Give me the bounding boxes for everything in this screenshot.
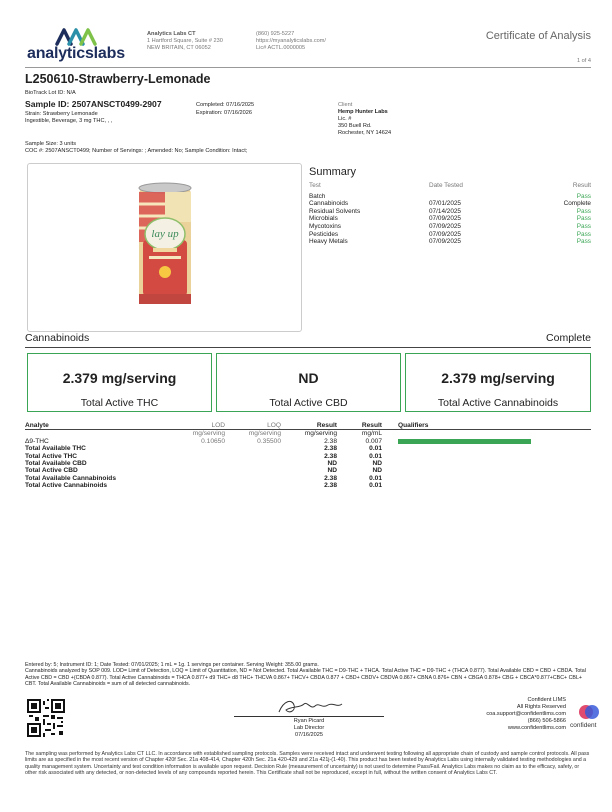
analyte-lod: 0.10650 [201,437,225,445]
confident-email[interactable]: coa.support@confidentlims.com [486,711,566,717]
summary-test: Batch [309,192,326,200]
sample-id: Sample ID: 2507ANSCT0499-2907 [25,99,162,109]
summary-result: Pass [576,222,591,230]
lab-logo [27,26,137,62]
col-result-ml: Result [361,422,382,429]
confident-logo [570,703,610,733]
total-active-cbd-label: Total Active CBD [269,397,348,409]
summary-title: Summary [309,166,357,178]
summary-date: 07/14/2025 [429,207,461,215]
analyte-loq [225,482,281,489]
summary-test: Mycotoxins [309,222,341,230]
analyte-name: Total Active Cannabinoids [25,482,108,490]
total-active-thc-label: Total Active THC [80,397,159,409]
unit-loq: mg/serving [248,430,281,438]
analyte-loq [225,453,281,460]
analyte-name: Total Available Cannabinoids [25,474,116,482]
analyte-result: 2.38 [324,452,337,460]
summary-row [309,231,591,239]
coc-info: COC #: 2507ANSCT0499; Number of Servings: ; Amended: No; Sample Condition: Intact; [25,148,248,154]
analyte-result-ml: 0.01 [369,474,382,482]
client-label: Client [338,102,353,108]
confident-line-1: Confident LIMS [527,697,566,703]
analyte-lod [180,460,225,467]
total-active-cbd-value: ND [298,370,319,386]
product-image [27,163,302,332]
analyte-lod [180,475,225,482]
analyte-row [25,453,591,460]
client-address-2: Rochester, NY 14624 [338,130,392,136]
summary-result: Pass [576,192,591,200]
summary-result: Pass [576,238,591,246]
summary-test: Residual Solvents [309,207,361,215]
summary-col-result: Result [572,182,591,189]
summary-date: 07/09/2025 [429,215,461,223]
summary-row [309,208,591,216]
signer-info [234,718,384,739]
confident-logo-icon [577,703,601,721]
signer-date: 07/16/2025 [295,732,323,738]
analyte-result: 2.38 [324,445,337,453]
summary-result: Pass [576,230,591,238]
summary-row [309,223,591,231]
lab-contact [256,31,366,52]
analyte-loq [225,445,281,452]
analyte-name: Δ9-THC [25,437,49,445]
signature-line [234,716,384,717]
analyte-name: Total Available CBD [25,460,87,468]
cannabinoids-status: Complete [546,332,591,344]
completed-date: Completed: 07/16/2025 [196,102,255,108]
summary-result: Pass [576,215,591,223]
confident-website[interactable]: www.confidentlims.com [507,725,566,731]
unit-result: mg/serving [304,430,337,438]
analyte-result-ml: 0.01 [369,452,382,460]
header-divider [25,67,591,68]
unit-lod: mg/serving [192,430,225,438]
summary-row [309,193,591,201]
page-number: 1 of 4 [577,58,591,64]
analyte-result-ml: 0.01 [369,445,382,453]
analyte-result-ml: 0.007 [365,437,382,445]
analyte-lod [180,445,225,452]
cannabinoids-divider [25,347,591,348]
lab-license: Lic# ACTL.0000005 [256,45,306,51]
analyte-bar-track [398,439,538,444]
client-address-1: 350 Buell Rd. [338,123,372,129]
summary-header-row [309,182,591,190]
client-license: Lic. # [338,116,352,122]
sample-size: Sample Size: 3 units [25,141,76,147]
summary-test: Pesticides [309,230,339,238]
analyte-lod [180,482,225,489]
total-active-thc-value: 2.379 mg/serving [62,370,177,386]
analyte-loq [225,460,281,467]
summary-date: 07/09/2025 [429,238,461,246]
analyte-row [25,482,591,489]
lab-address-2: NEW BRITAIN, CT 06052 [147,45,211,51]
notes-line-1: Entered by: 5; Instrument ID: 1; Date Tested: 07/01/2025; 1 mL = 1g. 1 servings per container. Serving Weight: 355.00 grams. [25,662,319,668]
summary-row [309,215,591,223]
analyte-lod [180,467,225,474]
analyte-result-ml: ND [372,460,382,468]
summary-test: Heavy Metals [309,238,348,246]
lab-website[interactable]: https://myanalyticslabs.com/ [256,38,326,44]
lab-phone: (860) 925-5227 [256,31,295,37]
analyte-name: Total Active THC [25,452,78,460]
signature-graphic [234,696,384,718]
total-active-cannabinoids-label: Total Active Cannabinoids [437,397,559,409]
summary-date: 07/09/2025 [429,222,461,230]
confident-line-2: All Rights Reserved [516,704,566,710]
total-active-cannabinoids-box [405,353,591,412]
analyte-row [25,445,591,452]
summary-result: Pass [576,207,591,215]
client-name: Hemp Hunter Labs [338,109,388,115]
lab-info [147,31,257,52]
analyte-result-ml: ND [372,467,382,475]
analyte-result: 2.38 [324,474,337,482]
confident-phone: (866) 506-5866 [527,718,566,724]
cannabinoids-title: Cannabinoids [25,332,90,344]
beverage-can-icon [135,182,195,308]
summary-date: 07/01/2025 [429,200,461,208]
summary-test: Cannabinoids [309,200,349,208]
analyte-table [25,422,591,490]
confident-logo-text: confident [570,722,597,729]
summary-test: Microbials [309,215,338,223]
col-analyte: Analyte [25,422,49,429]
matrix: Ingestible, Beverage, 3 mg THC, , , [25,118,113,124]
lab-name: Analytics Labs CT [147,31,196,37]
analyte-result: 2.38 [324,482,337,490]
summary-row [309,238,591,246]
summary-col-date: Date Tested [429,182,463,189]
analyte-units-row [25,430,591,437]
total-active-cbd-box [216,353,401,412]
analyte-loq: 0.35500 [257,437,281,445]
col-result: Result [316,422,337,429]
client-block [338,102,488,137]
disclaimer: The sampling was performed by Analytics Labs CT LLC. In accordance with established sampling protocols. Samples were received intact and underwent testing following all appropriate chain of custody and sample control protocols. All pass limits are as specified in the most recent version of Chapter 420f Sec. 21a 408-414, Chapter 420h Sec. 21a 420-429 and 21a 421j-(1-40). This product has been tested by Analytics Labs using internally validated testing methodologies and a quality management system. Uncertainty and test condition information is available upon request. Decision Rule (measurement of uncertainty) is not used to determine Pass/Fail. Analytics Labs makes no claim as to the efficacy, safety, or other risk associated with any detected, or non-detected levels of any compounds reported herein. This Certificate shall not be reproduced, except in full, without the written consent of Analytics Labs CT. [25,751,590,776]
analyte-result: 2.38 [324,437,337,445]
analyte-header-row [25,422,591,429]
signer-title: Lab Director [293,725,325,731]
qr-code-icon[interactable] [27,699,65,737]
summary-col-test: Test [309,182,321,189]
analyte-loq [225,475,281,482]
analyte-name: Total Active CBD [25,467,78,475]
expiration-date: Expiration: 07/16/2026 [196,110,252,116]
analyte-row [25,460,591,467]
analyte-loq [225,467,281,474]
total-active-thc-box [27,353,212,412]
confident-info [466,697,566,732]
notes-line-2: Cannabinoids analyzed by SOP 009. LOD= Limit of Detection, LOQ = Limit of Quantitation, ND = Not Detected. Total Available THC = D9-THC + THCA. Total Active THC = D9-THC + (THCA 0.877). Total Available CBD = CBD + CBDA. Total Active CBD = CBD +(CBDA 0.877). Total Active Cannabinoids = THCA 0.877+ d9 THC+ d8 THC+ THCVA 0.867+ THCV+ CBDA 0.877 + CBD+ CBDV+ CBDVA 0.867+ CBNA 0.876+ CBN + CBGA 0.878+ CBG + CBCA*0.877+CBC+ CBL+ CBT. Total Available Cannabinoids = sum of all detected cannabinoids. [25,668,586,688]
lab-address-1: 1 Hartford Square, Suite # 230 [147,38,223,44]
signer-name: Ryan Picard [293,718,325,724]
qr-code-graphic [27,699,65,737]
summary-table [309,182,591,246]
analyte-result: ND [327,467,337,475]
analyte-row [25,438,591,445]
signature [234,696,384,718]
summary-result: Complete [563,200,591,208]
strain: Strain: Strawberry Lemonade [25,111,98,117]
summary-date: 07/09/2025 [429,230,461,238]
sample-title: L250610-Strawberry-Lemonade [25,72,211,86]
analyte-row [25,467,591,474]
analyte-result: ND [327,460,337,468]
can-brand: lay up [151,228,179,240]
col-qualifiers: Qualifiers [398,422,429,429]
total-active-cannabinoids-value: 2.379 mg/serving [441,370,555,386]
logo-text: analyticslabs [27,45,125,62]
col-lod: LOD [211,422,225,429]
biotrack-lot-id: BioTrack Lot ID: N/A [25,90,76,96]
analyte-name: Total Available THC [25,445,86,453]
analyte-bar [398,439,531,444]
method-notes [25,662,591,688]
summary-row [309,200,591,208]
analyte-result-ml: 0.01 [369,482,382,490]
analyte-lod [180,453,225,460]
col-loq: LOQ [267,422,281,429]
analyte-row [25,475,591,482]
summary-date [429,193,529,201]
logo-mark-icon [55,26,115,46]
document-title: Certificate of Analysis [485,30,591,42]
unit-result-ml: mg/mL [361,430,382,438]
